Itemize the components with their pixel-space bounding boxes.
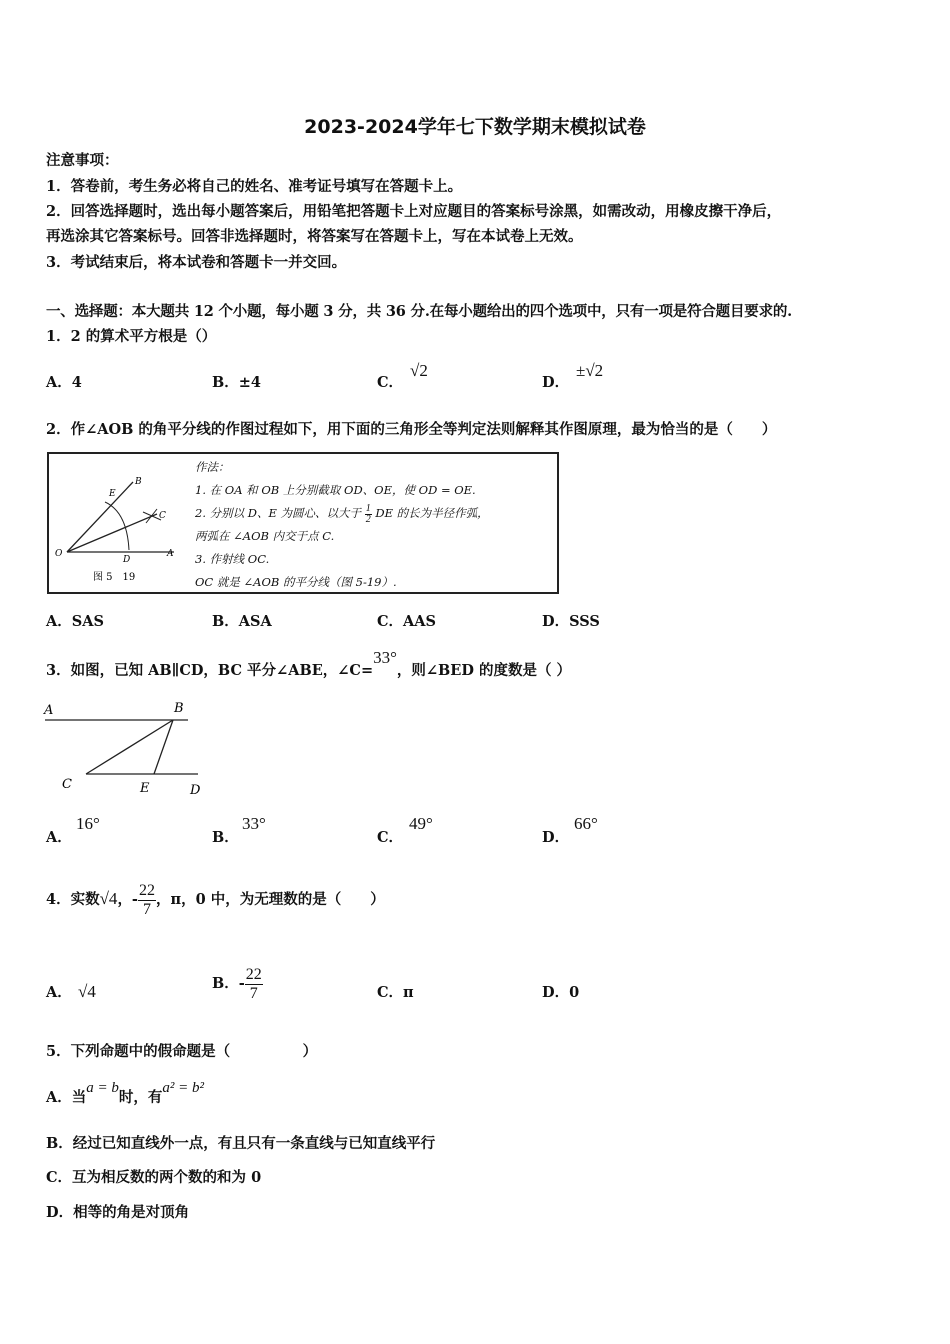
q4-stem-fraction: $\frac{22}{7}$ bbox=[138, 881, 155, 918]
q3-option-d-math: 66° bbox=[574, 814, 598, 833]
notice-item-3: 3．考试结束后，将本试卷和答题卡一并交回。 bbox=[46, 254, 347, 271]
q3-option-a-math: 16° bbox=[76, 814, 100, 833]
method-line-1: 1. 在 OA 和 OB 上分别截取 OD、OE，使 OD = OE. bbox=[195, 483, 476, 497]
fig-label-b: B bbox=[135, 477, 142, 487]
page-title: 2023-2024学年七下数学期末模拟试卷 bbox=[304, 116, 646, 138]
fig-label-o: O bbox=[55, 549, 63, 559]
q1-option-a: A．4 bbox=[46, 374, 82, 391]
half-fraction: $\frac{1}{2}$ bbox=[365, 502, 371, 525]
fig3-label-b: B bbox=[174, 701, 184, 716]
fig3-label-c: C bbox=[62, 777, 72, 792]
q1-option-d-math: ±√2 bbox=[576, 361, 604, 380]
angle-bisector-diagram bbox=[49, 454, 189, 590]
method-line-0: 作法： bbox=[195, 460, 230, 474]
q3-option-b-math: 33° bbox=[242, 814, 266, 833]
parallel-lines-diagram bbox=[40, 698, 220, 803]
q1-option-d-label: D． bbox=[542, 374, 570, 391]
fig-label-d: D bbox=[123, 555, 131, 565]
fig3-label-a: A bbox=[44, 703, 54, 718]
q1-option-b: B．±4 bbox=[212, 374, 261, 391]
q3-angle-c: 33° bbox=[373, 648, 397, 667]
fig3-label-d: D bbox=[190, 783, 201, 798]
question-2-stem: 2．作∠AOB 的角平分线的作图过程如下，用下面的三角形全等判定法则解释其作图原理，最为恰当的是（ ） bbox=[46, 421, 777, 438]
q1-option-c-label: C． bbox=[377, 374, 404, 391]
question-3-stem: 3．如图，已知 AB∥CD，BC 平分∠ABE，∠C=33°，则∠BED 的度数是（ ） bbox=[46, 648, 572, 679]
fig-label-a: A bbox=[167, 549, 174, 559]
notice-heading: 注意事项： bbox=[46, 152, 119, 169]
q5-option-c: C．互为相反数的两个数的和为 0 bbox=[46, 1169, 262, 1186]
question-1-stem: 1．2 的算术平方根是（） bbox=[46, 328, 217, 345]
q3-option-c-label: C． bbox=[377, 829, 404, 846]
notice-item-2: 2．回答选择题时，选出每小题答案后，用铅笔把答题卡上对应题目的答案标号涂黑，如需改动，用橡皮擦干净后， bbox=[46, 203, 782, 220]
q4-option-a-label: A． bbox=[46, 984, 72, 1001]
method-line-2: 2. 分别以 D、E 为圆心、以大于 $\frac{1}{2}$ DE 的长为半径作弧， bbox=[195, 502, 489, 525]
q5-option-a: A．当a = b时，有a² = b² bbox=[46, 1080, 205, 1106]
fig-label-c: C bbox=[159, 511, 166, 521]
q5-option-d: D．相等的角是对顶角 bbox=[46, 1204, 190, 1221]
notice-item-1: 1．答卷前，考生务必将自己的姓名、准考证号填写在答题卡上。 bbox=[46, 178, 463, 195]
notice-item-2-cont: 再选涂其它答案标号。回答非选择题时，将答案写在答题卡上，写在本试卷上无效。 bbox=[46, 228, 583, 245]
question-4-stem: 4．实数√4，- $\frac{22}{7}$ ，π，0 中，为无理数的是（ ） bbox=[46, 881, 385, 918]
method-line-4: 两弧在 ∠AOB 内交于点 C. bbox=[195, 529, 335, 543]
method-line-5: 3. 作射线 OC. bbox=[195, 552, 270, 566]
q2-option-c: C．AAS bbox=[377, 613, 437, 630]
question-5-stem: 5．下列命题中的假命题是（ ） bbox=[46, 1043, 318, 1060]
q4-option-a-math: √4 bbox=[78, 982, 96, 1001]
q4-option-b-fraction: $\frac{22}{7}$ bbox=[245, 965, 262, 1002]
section-heading: 一、选择题：本大题共 12 个小题，每小题 3 分，共 36 分.在每小题给出的四个选项中，只有一项是符合题目要求的. bbox=[46, 303, 793, 320]
method-line-6: OC 就是 ∠AOB 的平分线（图 5-19）. bbox=[195, 575, 397, 589]
q2-option-d: D．SSS bbox=[542, 613, 600, 630]
q2-option-b: B．ASA bbox=[212, 613, 272, 630]
fig3-label-e: E bbox=[140, 781, 150, 796]
q5-option-b: B．经过已知直线外一点，有且只有一条直线与已知直线平行 bbox=[46, 1135, 436, 1152]
fig-label-e: E bbox=[109, 489, 116, 499]
construction-figure-box bbox=[47, 452, 559, 594]
q4-option-d: D．0 bbox=[542, 984, 580, 1001]
q3-option-d-label: D． bbox=[542, 829, 570, 846]
q1-option-c-math: √2 bbox=[410, 361, 428, 380]
q4-option-b: B．- $\frac{22}{7}$ bbox=[212, 965, 262, 1002]
q2-option-a: A．SAS bbox=[46, 613, 104, 630]
q4-option-c: C．π bbox=[377, 984, 414, 1001]
fig-caption: 图 5 19 bbox=[93, 572, 136, 583]
q3-option-a-label: A． bbox=[46, 829, 72, 846]
q3-option-b-label: B． bbox=[212, 829, 239, 846]
q4-stem-sqrt: √4 bbox=[99, 889, 118, 908]
q3-option-c-math: 49° bbox=[409, 814, 433, 833]
